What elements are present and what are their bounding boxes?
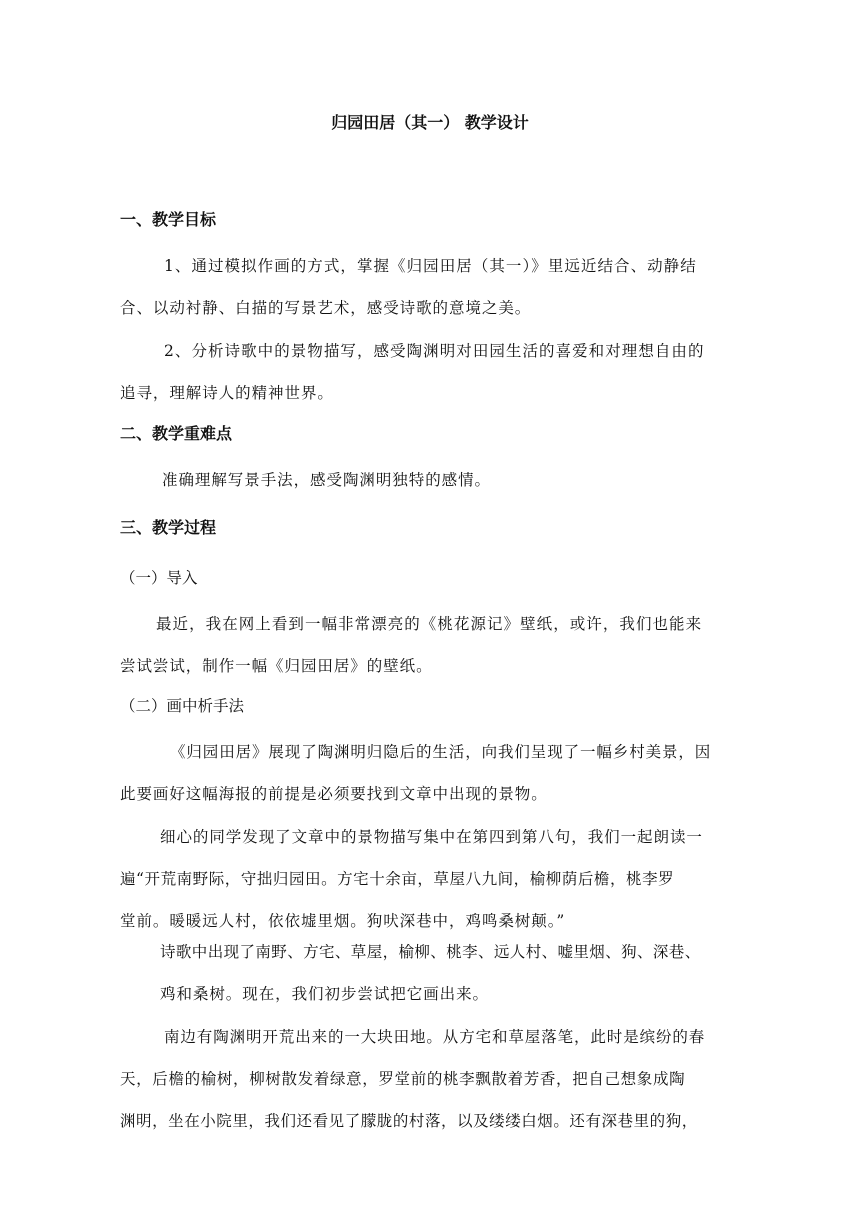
text-line: 此要画好这幅海报的前提是必须要找到文章中出现的景物。 (120, 785, 548, 803)
subsection-heading-analysis: （二）画中析手法 (120, 697, 245, 715)
paragraph-analysis-4 (120, 1025, 706, 1130)
text-line: 堂前。暖暖远人村，依依墟里烟。狗吠深巷中，鸡鸣桑树颠。” (120, 912, 566, 930)
section-heading-process: 三、教学过程 (120, 518, 217, 537)
paragraph-analysis-2 (120, 825, 703, 930)
text-line: 诗歌中出现了南野、方宅、草屋，榆柳、桃李、远人村、嘘里烟、狗、深巷、 (160, 943, 701, 961)
text-line: 1、通过模拟作画的方式，掌握《归园田居（其一）》里远近结合、动静结 (164, 257, 697, 275)
section-heading-key-points: 二、教学重难点 (120, 424, 233, 443)
paragraph-objective-2 (120, 339, 705, 402)
text-line: 最近，我在网上看到一幅非常漂亮的《桃花源记》壁纸，或许，我们也能来 (156, 615, 703, 633)
paragraph-key-points: 准确理解写景手法，感受陶渊明独特的感情。 (162, 471, 492, 489)
text-line: 南边有陶渊明开荒出来的一大块田地。从方宅和草屋落笔，此时是缤纷的春 (164, 1028, 706, 1046)
text-line: 细心的同学发现了文章中的景物描写集中在第四到第八句，我们一起朗读一 (160, 828, 703, 846)
text-line: 遍“开荒南野际，守拙归园田。方宅十余亩，草屋八九间，榆柳荫后檐，桃李罗 (120, 870, 675, 888)
paragraph-analysis-3 (120, 940, 701, 1003)
document-title: 归园田居（其一） 教学设计 (331, 113, 529, 132)
text-line: 尝试尝试，制作一幅《归园田居》的壁纸。 (120, 657, 433, 675)
text-line: 追寻，理解诗人的精神世界。 (120, 384, 334, 402)
paragraph-objective-1 (120, 254, 697, 317)
paragraph-analysis-1 (120, 740, 712, 803)
text-line: 天，后檐的榆树，柳树散发着绿意，罗堂前的桃李飘散着芳香，把自己想象成陶 (120, 1070, 686, 1088)
text-line: 《归园田居》展现了陶渊明归隐后的生活，向我们呈现了一幅乡村美景，因 (170, 743, 712, 761)
section-heading-objectives: 一、教学目标 (120, 210, 217, 229)
text-line: 2、分析诗歌中的景物描写，感受陶渊明对田园生活的喜爱和对理想自由的 (164, 342, 705, 360)
text-line: 合、以动衬静、白描的写景艺术，感受诗歌的意境之美。 (120, 299, 532, 317)
subsection-heading-intro: （一）导入 (120, 569, 198, 587)
text-line: 鸡和桑树。现在，我们初步尝试把它画出来。 (160, 985, 490, 1003)
text-line: 渊明，坐在小院里，我们还看见了朦胧的村落，以及缕缕白烟。还有深巷里的狗， (120, 1112, 698, 1130)
paragraph-intro (120, 612, 703, 675)
